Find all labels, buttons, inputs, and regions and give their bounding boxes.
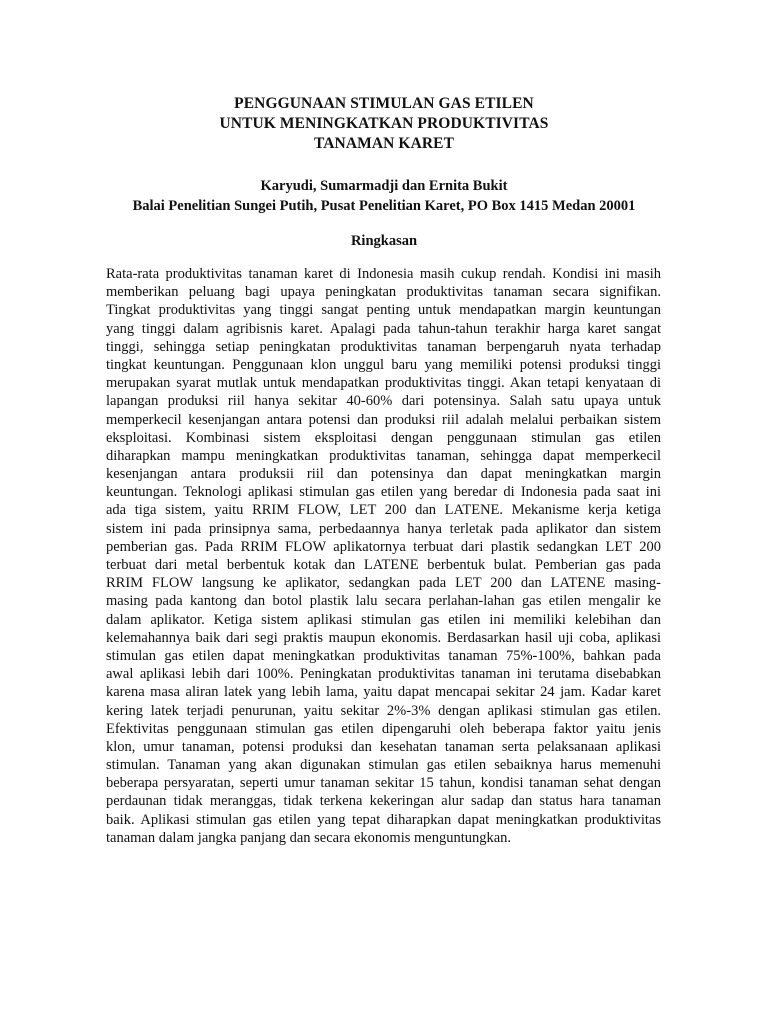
abstract-line: terbuat dari metal berbentuk kotak dan LATENE berbentuk bulat. Pemberian gas pada [106,557,661,573]
abstract-line: kesenjangan antara produksii riil dan potensinya dan dapat meningkatkan margin [106,466,661,483]
abstract-heading: Ringkasan [350,233,418,249]
abstract-line: beberapa persyaratan, seperti umur tanaman sekitar 15 tahun, kondisi tanaman sehat dengan [106,775,661,792]
title-line: UNTUK MENINGKATKAN PRODUKTIVITAS [219,115,549,132]
abstract-line: keuntungan. Teknologi aplikasi stimulan gas etilen yang beredar di Indonesia pada saat ini [106,484,661,501]
author-block [0,176,768,216]
abstract-line: memberikan peluang bagi upaya peningkatan produktivitas tanaman secara signifikan. [106,284,661,301]
abstract-line: masing pada kantong dan botol plastik lalu secara perlahan-lahan gas etilen mengalir ke [106,593,661,610]
abstract-line: baik. Aplikasi stimulan gas etilen yang tepat diharapkan dapat meningkatkan produktivitas [106,811,661,828]
abstract-line: stimulan. Tanaman yang akan digunakan stimulan gas etilen sebaiknya harus memenuhi [106,757,661,774]
abstract-line: karena masa aliran latek yang lebih lama, yaitu dapat mencapai sekitar 24 jam. Kadar karet [106,684,661,701]
abstract-line: kering latek terjadi penurunan, yaitu sekitar 2%-3% dengan aplikasi stimulan gas etilen. [106,702,661,719]
authors: Karyudi, Sumarmadji dan Ernita Bukit [260,178,508,194]
abstract-line: Tingkat produktivitas yang tinggi sangat penting untuk mendapatkan margin keuntungan [106,302,661,319]
abstract-body [106,265,661,847]
abstract-line: ada tiga sistem, yaitu RRIM FLOW, LET 200 dan LATENE. Mekanisme kerja ketiga [106,502,661,519]
affiliation: Balai Penelitian Sungei Putih, Pusat Penelitian Karet, PO Box 1415 Medan 20001 [132,198,636,214]
abstract-line: eksploitasi. Kombinasi sistem eksploitasi dengan penggunaan stimulan gas etilen [106,429,661,446]
abstract-line: pemberian gas. Pada RRIM FLOW aplikatornya terbuat dari plastik sedangkan LET 200 [106,538,661,555]
abstract-line: tanaman dalam jangka panjang dan secara ekonomis menguntungkan. [106,829,512,846]
abstract-line: merupakan syarat mutlak untuk mendapatkan produktivitas tinggi. Akan tetapi kenyataan di [106,375,661,392]
paper-title [0,94,768,154]
abstract-line: tinggi, sehingga setiap peningkatan produktivitas tanaman berpengaruh nyata terhadap [106,338,661,355]
abstract-line: memperkecil kesenjangan antara potensi dan produksi riil adalah melalui perbaikan sistem [106,411,661,428]
abstract-line: diharapkan mampu meningkatkan produktivitas tanaman, sehingga dapat memperkecil [106,447,661,464]
abstract-line: tingkat keuntungan. Penggunaan klon unggul baru yang memiliki potensi produksi tinggi [106,356,661,373]
abstract-line: stimulan gas etilen dapat meningkatkan produktivitas tanaman 75%-100%, bahkan pada [106,647,661,664]
abstract-line: Rata-rata produktivitas tanaman karet di Indonesia masih cukup rendah. Kondisi ini masih [106,266,661,282]
title-line: TANAMAN KARET [313,135,455,152]
abstract-line: kelemahannya baik dari segi praktis maupun ekonomis. Berdasarkan hasil uji coba, aplikasi [106,629,661,646]
abstract-line: sistem ini pada prinsipnya sama, perbedaannya hanya terletak pada aplikator dan sistem [106,520,661,537]
title-line: PENGGUNAAN STIMULAN GAS ETILEN [234,95,534,112]
abstract-line: dalam aplikator. Ketiga sistem aplikasi stimulan gas etilen ini memiliki kelebihan dan [106,611,661,628]
abstract-line: yang tinggi dalam agribisnis karet. Apalagi pada tahun-tahun terakhir harga karet sangat [106,320,661,337]
abstract-line: Efektivitas penggunaan stimulan gas etilen dipengaruhi oleh beberapa faktor yaitu jenis [106,720,661,737]
abstract-line: awal aplikasi lebih dari 100%. Peningkatan produktivitas tanaman ini terutama disebabkan [106,666,661,683]
abstract-line: perdaunan tidak meranggas, tidak terkena kekeringan alur sadap dan status hara tanaman [106,793,661,810]
abstract-line: klon, umur tanaman, potensi produksi dan kesehatan tanaman serta pelaksanaan aplikasi [106,738,661,755]
abstract-line: lapangan produksi riil hanya sekitar 40-60% dari potensinya. Salah satu upaya untuk [106,393,661,410]
abstract-line: RRIM FLOW langsung ke aplikator, sedangkan pada LET 200 dan LATENE masing- [106,575,661,592]
